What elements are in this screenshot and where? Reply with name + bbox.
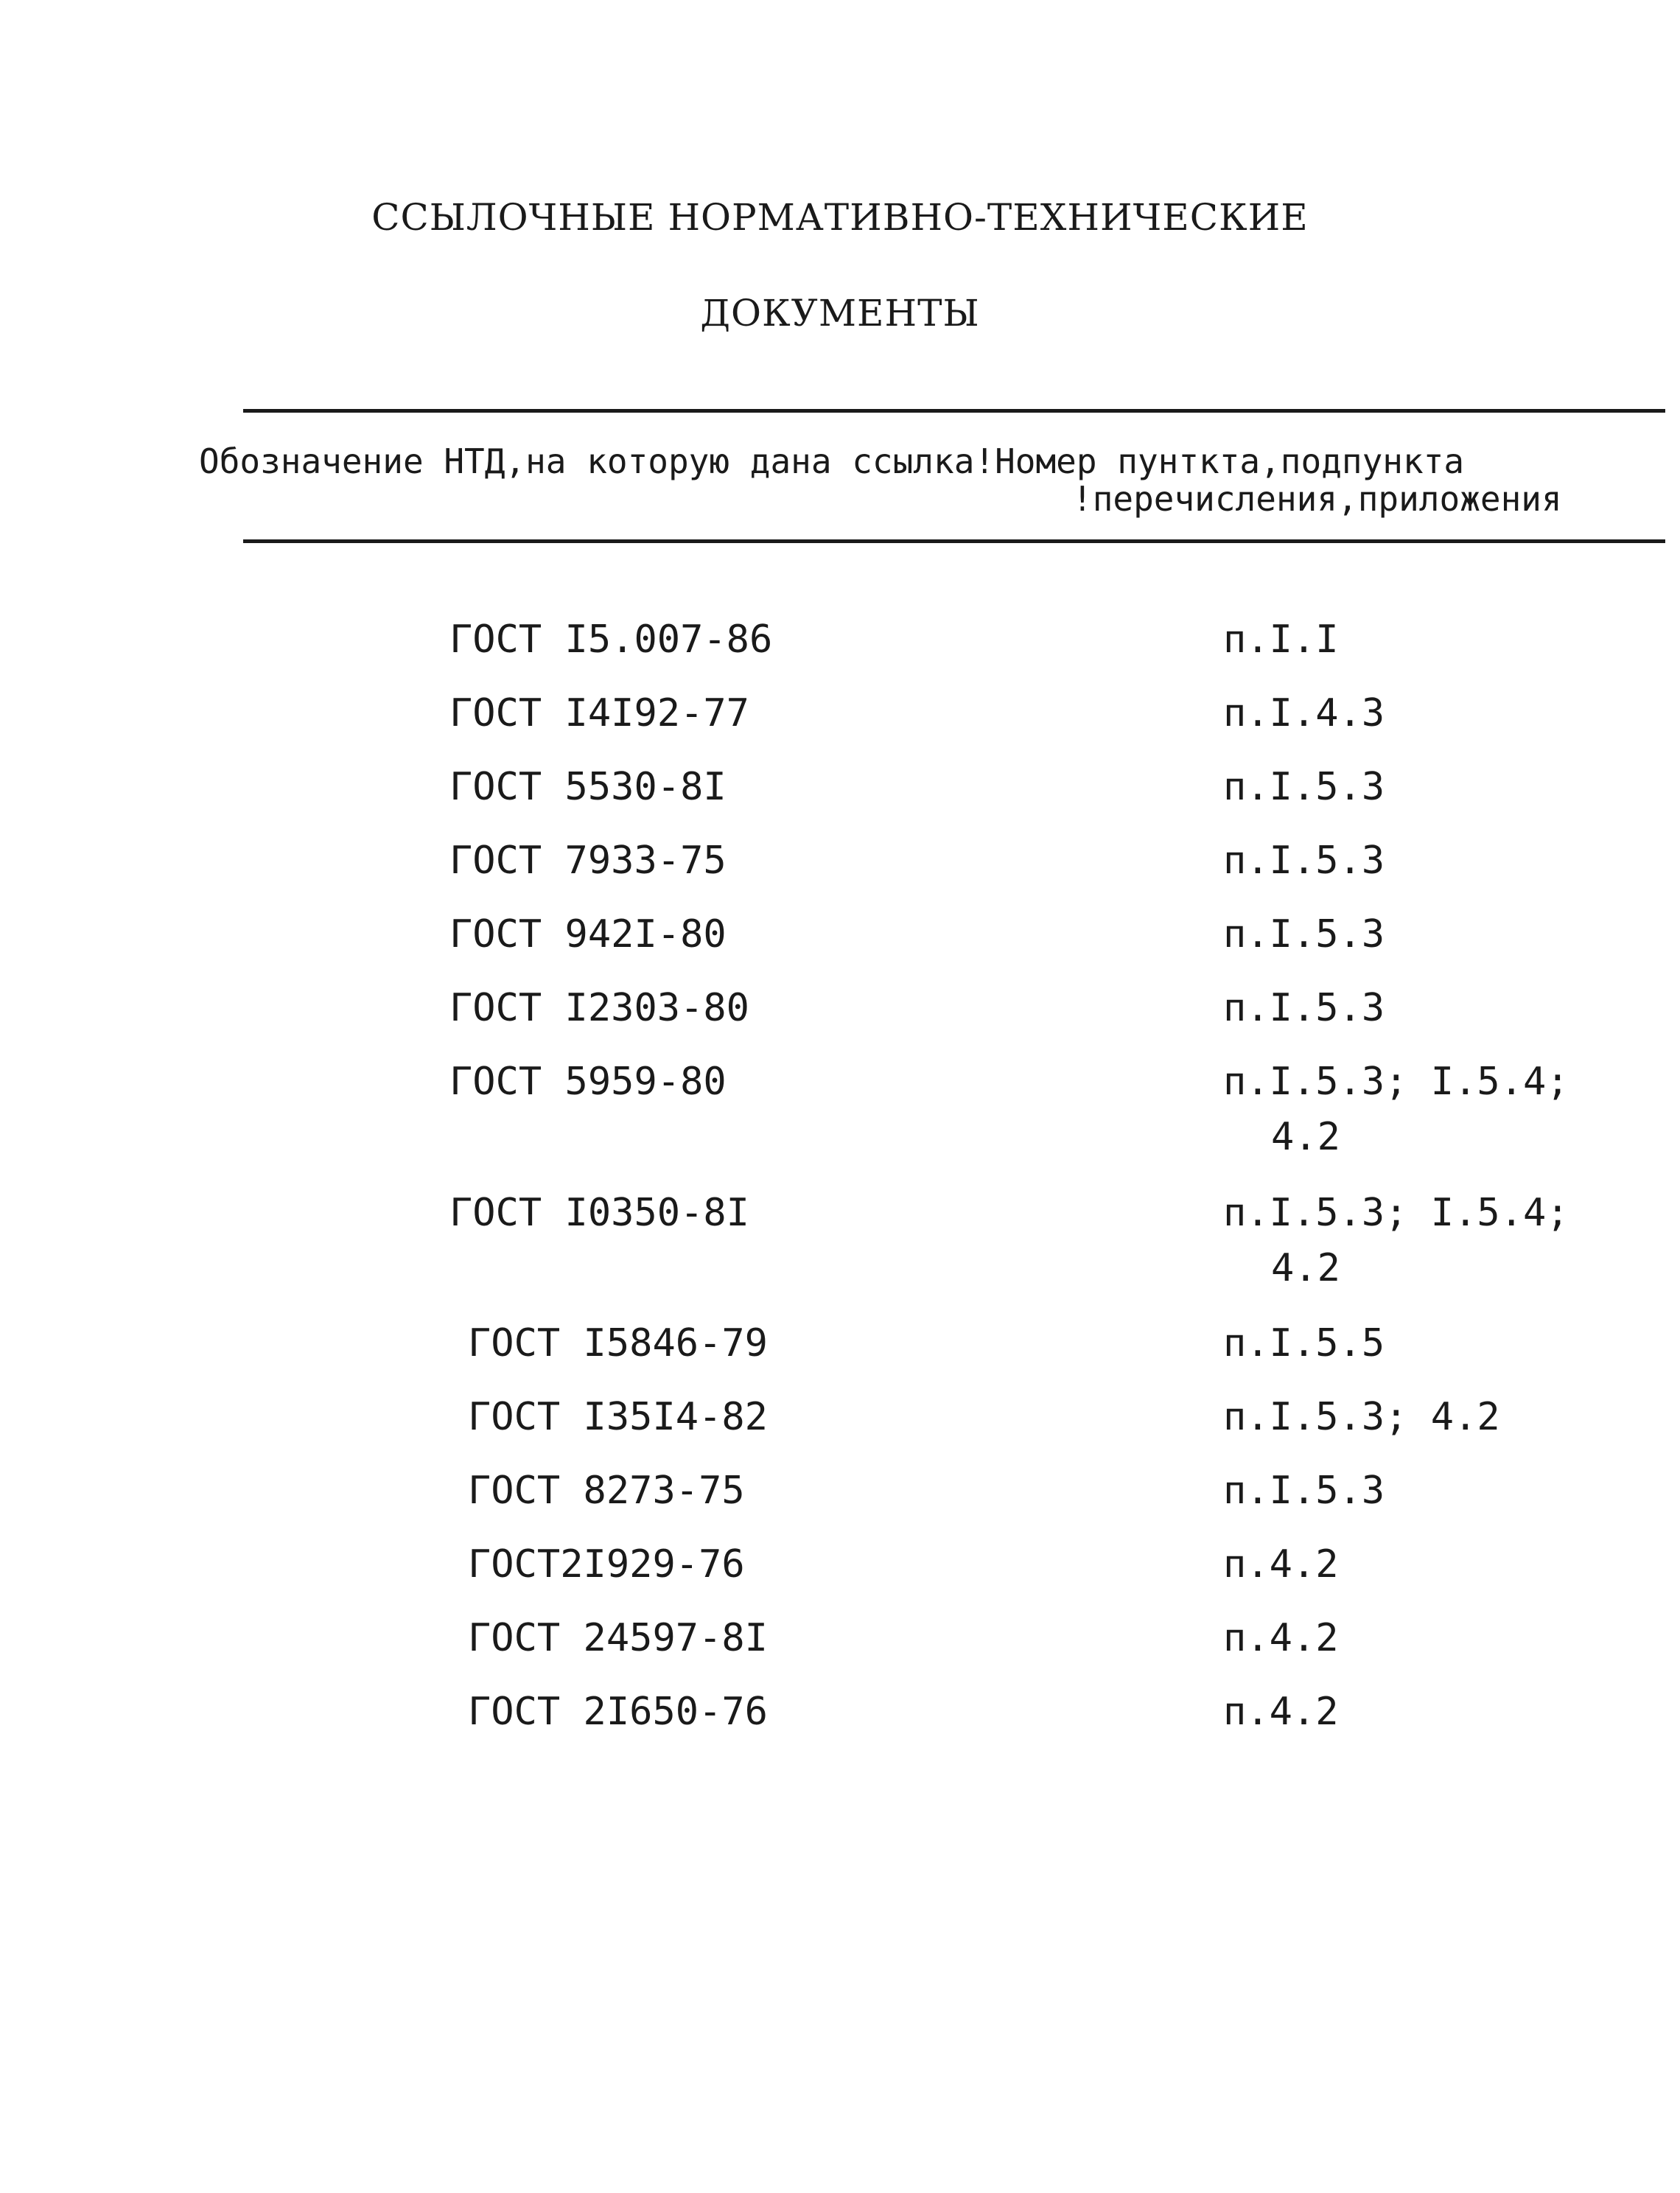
table-row-doc: ГОСТ 7933-75 [449, 839, 727, 883]
page-title-line1: ССЫЛОЧНЫЕ НОРМАТИВНО-ТЕХНИЧЕСКИЕ [371, 196, 1309, 239]
table-row-ref: п.I.5.3; I.5.4; [1223, 1060, 1569, 1104]
table-row-doc: ГОСТ I5846-79 [468, 1321, 768, 1365]
table-row-ref: п.I.5.5 [1223, 1321, 1385, 1365]
table-row-ref: п.4.2 [1223, 1542, 1339, 1587]
table-row-ref: п.I.4.3 [1223, 691, 1385, 735]
table-row-ref-continuation: 4.2 [1271, 1246, 1340, 1290]
table-top-rule [243, 409, 1665, 413]
table-row-doc: ГОСТ I0350-8I [449, 1191, 749, 1235]
table-row-ref: п.I.5.3 [1223, 912, 1385, 956]
table-row-ref: п.I.5.3 [1223, 765, 1385, 809]
table-row-ref: п.I.5.3 [1223, 986, 1385, 1030]
table-row-ref: п.4.2 [1223, 1690, 1339, 1734]
table-row-doc: ГОСТ I35I4-82 [468, 1395, 768, 1439]
table-row-ref: п.I.5.3 [1223, 1469, 1385, 1513]
table-row-doc: ГОСТ 942I-80 [449, 912, 727, 956]
table-header-rule [243, 539, 1665, 543]
table-row-ref: п.4.2 [1223, 1616, 1339, 1660]
table-row-doc: ГОСТ 2I650-76 [468, 1690, 768, 1734]
table-row-doc: ГОСТ 8273-75 [468, 1469, 745, 1513]
table-row-doc: ГОСТ 5530-8I [449, 765, 727, 809]
table-row-ref: п.I.5.3; I.5.4; [1223, 1191, 1569, 1235]
table-header-line2: !перечисления,приложения [1072, 479, 1562, 519]
page-title-line2: ДОКУМЕНТЫ [700, 292, 980, 335]
table-row-doc: ГОСТ2I929-76 [468, 1542, 745, 1587]
table-row-doc: ГОСТ I5.007-86 [449, 618, 773, 662]
table-row-ref-continuation: 4.2 [1271, 1115, 1340, 1159]
table-row-doc: ГОСТ 5959-80 [449, 1060, 727, 1104]
table-row-ref: п.I.5.3; 4.2 [1223, 1395, 1500, 1439]
table-row-ref: п.I.I [1223, 618, 1339, 662]
table-row-doc: ГОСТ I4I92-77 [449, 691, 749, 735]
table-row-ref: п.I.5.3 [1223, 839, 1385, 883]
table-row-doc: ГОСТ I2303-80 [449, 986, 749, 1030]
table-header-line1: Обозначение НТД,на которую дана ссылка!Номер пунткта,подпункта [199, 441, 1465, 481]
table-row-doc: ГОСТ 24597-8I [468, 1616, 768, 1660]
